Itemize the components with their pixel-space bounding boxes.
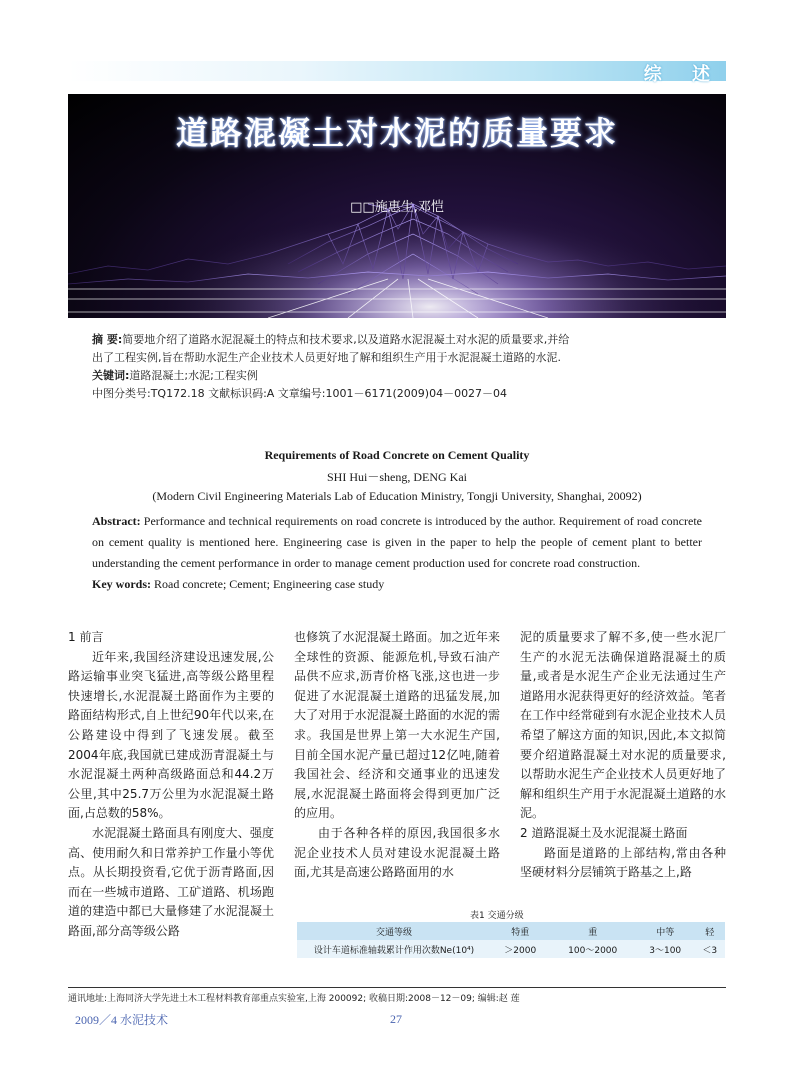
article-title: 道路混凝土对水泥的质量要求 — [175, 114, 618, 152]
paragraph: 泥的质量要求了解不多,使一些水泥厂生产的水泥无法确保道路混凝土的质量,或者是水泥生产企业无法通过生产道路用水泥获得更好的经济效益。笔者在工作中经常碰到有水泥企业技术人员希望了解这方面的知识,因此,本文拟简要介绍道路混凝土对水泥的质量要求,以帮助水泥生产企业技术人员更好地了解和组织生产用于水泥混凝土道路的水泥。 — [520, 630, 726, 821]
keywords-label: 关键词: — [92, 369, 130, 382]
keywords-text: 道路混凝土;水泥;工程实例 — [129, 369, 258, 382]
classification-line: 中图分类号:TQ172.18 文献标识码:A 文章编号:1001－6171(2009)04－0027－04 — [92, 387, 508, 400]
paragraph: 也修筑了水泥混凝土路面。加之近年来全球性的资源、能源危机,导致石油产品供不应求,沥青价格飞涨,这也进一步促进了水泥混凝土道路的迅猛发展,加大了对用于水泥混凝土路面的水泥的需求。我国是世界上第一大水泥生产国,目前全国水泥产量已超过12亿吨,随着我国社会、经济和交通事业的迅速发展,水泥混凝土路面将会得到更加广泛的应用。 — [294, 630, 500, 821]
header-band — [68, 61, 726, 81]
table-header-cell: 交通等级 — [297, 922, 491, 940]
table-cell: 100～2000 — [549, 940, 635, 958]
article-authors: □□施惠生,邓恺 — [350, 200, 444, 215]
keywords-cn — [92, 367, 258, 384]
body-column-3 — [520, 628, 726, 883]
section-heading-1: 1 前言 — [68, 630, 104, 644]
table-header-row — [297, 922, 725, 940]
section-heading-2: 2 道路混凝土及水泥混凝土路面 — [520, 825, 688, 840]
paragraph: 近年来,我国经济建设迅速发展,公路运输事业突飞猛进,高等级公路里程快速增长,水泥混凝土路面作为主要的路面结构形式,自上世纪90年代以来,在公路建设中得到了飞速发展。截至2004年底,我国就已建成沥青混凝土与水泥混凝土两种高级路面总和44.2万公里,其中25.7万公里为水泥混凝土路面,占总数的58%。 — [68, 649, 274, 821]
table-header-cell: 特重 — [491, 922, 549, 940]
english-title: Requirements of Road Concrete on Cement Quality — [264, 448, 530, 462]
section-tag: 综 述 — [643, 64, 722, 85]
english-abstract — [92, 511, 702, 595]
english-keywords-label: Key words: — [92, 577, 151, 591]
abstract-cn-line2: 出了工程实例,旨在帮助水泥生产企业技术人员更好地了解和组织生产用于水泥混凝土道路的水泥. — [92, 351, 561, 364]
table-header-cell: 中等 — [636, 922, 694, 940]
abstract-label: 摘 要: — [92, 333, 123, 346]
footnote-divider — [68, 987, 726, 988]
english-keywords-text: Road concrete; Cement; Engineering case study — [151, 577, 385, 591]
footnote: 通讯地址:上海同济大学先进土木工程材料教育部重点实验室,上海 200092; 收稿日期:2008－12－09; 编辑:赵 莲 — [68, 994, 520, 1004]
english-abstract-text: Performance and technical requirements on road concrete is introduced by the author. Requirement of road concrete on cement quality is mentioned here. Engineering case is given in the paper to help the people of cement plant to better understanding the cement performance in order to manage cement production used for concrete road construction. — [92, 514, 702, 570]
abstract-cn-line1 — [92, 331, 569, 348]
paragraph: 水泥混凝土路面具有刚度大、强度高、使用耐久和日常养护工作量小等优点。从长期投资看,它优于沥青路面,因而在一些城市道路、工矿道路、机场跑道的建造中都已大量修建了水泥混凝土路面,部分高等级公路 — [68, 825, 274, 938]
table-cell: ＜3 — [694, 940, 725, 958]
table-header-cell: 重 — [549, 922, 635, 940]
abstract-text-1: 简要地介绍了道路水泥混凝土的特点和技术要求,以及道路水泥混凝土对水泥的质量要求,并给 — [122, 333, 570, 346]
page-number: 27 — [390, 1012, 402, 1026]
traffic-class-table — [297, 922, 725, 958]
paragraph: 路面是道路的上部结构,常由各种坚硬材料分层铺筑于路基之上,路 — [520, 845, 726, 880]
journal-footer: 2009／4 水泥技术 — [75, 1013, 169, 1027]
english-authors: SHI Hui－sheng, DENG Kai — [327, 470, 467, 484]
paragraph: 由于各种各样的原因,我国很多水泥企业技术人员对建设水泥混凝土路面,尤其是高速公路路面用的水 — [294, 825, 500, 880]
body-column-2 — [294, 628, 500, 883]
table-cell: 3～100 — [636, 940, 694, 958]
hero-banner — [68, 94, 726, 318]
body-column-1 — [68, 628, 274, 942]
table-header-cell: 轻 — [694, 922, 725, 940]
table-cell: 设计车道标准轴载累计作用次数Ne(10⁴) — [297, 940, 491, 958]
english-affiliation: (Modern Civil Engineering Materials Lab of Education Ministry, Tongji University, Shanghai, 20092) — [152, 489, 642, 503]
table-cell: ＞2000 — [491, 940, 549, 958]
table-caption: 表1 交通分级 — [470, 911, 524, 921]
table-row — [297, 940, 725, 958]
english-abstract-label: Abstract: — [92, 514, 141, 528]
